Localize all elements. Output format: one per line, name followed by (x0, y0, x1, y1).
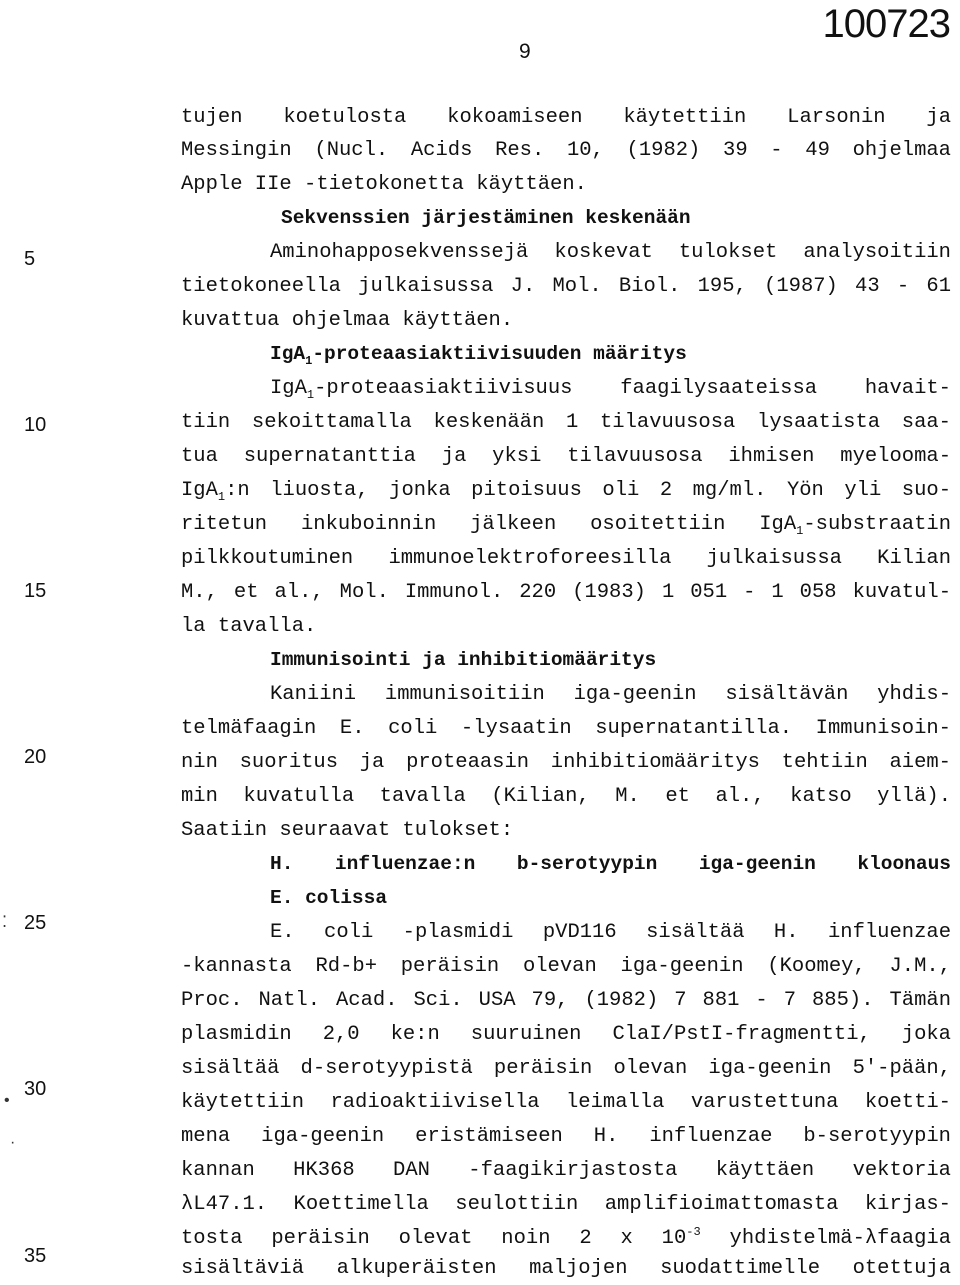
scan-mark: • (4, 1092, 10, 1109)
text-line: tosta peräisin olevat noin 2 x $10^{-3}$ yhdistelmä-λfaagia (181, 1225, 951, 1250)
text-line: mena iga-geenin eristämiseen H. influenzae b-serotyypin (181, 1125, 951, 1148)
text-line: sisältäviä alkuperäisten maljojen suodattimelle otettuja (181, 1257, 951, 1280)
text-line: λL47.1. Koettimella seulottiin amplifioimattomasta kirjas- (181, 1193, 951, 1216)
section-heading: IgA$_1$-proteaasiaktiivisuuden määritys (270, 343, 687, 368)
text-line: ritetun inkuboinnin jälkeen osoitettiin IgA$_1$-substraatin (181, 513, 951, 539)
text-line: tujen koetulosta kokoamiseen käytettiin Larsonin ja (181, 106, 951, 129)
text-line: IgA$_1$-proteaasiaktiivisuus faagilysaateissa havait- (270, 377, 951, 403)
line-number: 5 (24, 248, 36, 270)
text-line: Aminohapposekvenssejä koskevat tulokset analysoitiin (270, 241, 951, 264)
text-line: Messingin (Nucl. Acids Res. 10, (1982) 39 - 49 ohjelmaa (181, 139, 951, 162)
text-line: sisältää d-serotyypistä peräisin olevan iga-geenin 5'-pään, (181, 1057, 951, 1080)
section-heading: E. colissa (270, 887, 388, 909)
section-heading: Sekvenssien järjestäminen keskenään (281, 207, 691, 229)
text-line: kannan HK368 DAN -faagikirjastosta käyttäen vektoria (181, 1159, 951, 1182)
text-line: min kuvatulla tavalla (Kilian, M. et al., katso yllä). (181, 785, 951, 808)
line-number: 35 (24, 1245, 47, 1267)
text-line: IgA$_1$:n liuosta, jonka pitoisuus oli 2 mg/ml. Yön yli suo- (181, 479, 951, 505)
text-line: tietokoneella julkaisussa J. Mol. Biol. 195, (1987) 43 - 61 (181, 275, 951, 298)
text-line: E. coli -plasmidi pVD116 sisältää H. influenzae (270, 921, 951, 944)
text-line: Saatiin seuraavat tulokset: (181, 819, 514, 842)
section-heading: Immunisointi ja inhibitiomääritys (270, 649, 657, 671)
text-line: la tavalla. (181, 615, 317, 638)
text-line: tua supernatanttia ja yksi tilavuusosa ihmisen myelooma- (181, 445, 951, 468)
scan-mark: ⁚ (2, 914, 8, 931)
page-number: 9 (519, 40, 531, 63)
text-line: Proc. Natl. Acad. Sci. USA 79, (1982) 7 881 - 7 885). Tämän (181, 989, 951, 1012)
line-number: 25 (24, 912, 47, 934)
line-number: 15 (24, 580, 47, 602)
text-line: kuvattua ohjelmaa käyttäen. (181, 309, 514, 332)
line-number: 10 (24, 414, 47, 436)
text-line: tiin sekoittamalla keskenään 1 tilavuusosa lysaatista saa- (181, 411, 951, 434)
text-line: M., et al., Mol. Immunol. 220 (1983) 1 051 - 1 058 kuvatul- (181, 581, 951, 604)
scan-mark: · (10, 1134, 16, 1151)
text-line: pilkkoutuminen immunoelektroforeesilla julkaisussa Kilian (181, 547, 951, 570)
text-line: plasmidin 2,0 ke:n suuruinen ClaI/PstI-fragmentti, joka (181, 1023, 951, 1046)
text-line: nin suoritus ja proteaasin inhibitiomääritys tehtiin aiem- (181, 751, 951, 774)
line-number: 30 (24, 1078, 47, 1100)
section-heading: H. influenzae:n b-serotyypin iga-geenin kloonaus (270, 853, 951, 875)
line-number: 20 (24, 746, 47, 768)
text-line: Kaniini immunisoitiin iga-geenin sisältävän yhdis- (270, 683, 951, 706)
text-line: -kannasta Rd-b+ peräisin olevan iga-geenin (Koomey, J.M., (181, 955, 951, 978)
patent-number: 100723 (822, 2, 950, 46)
text-line: käytettiin radioaktiivisella leimalla varustettuna koetti- (181, 1091, 951, 1114)
text-line: Apple IIe -tietokonetta käyttäen. (181, 173, 587, 196)
text-line: telmäfaagin E. coli -lysaatin supernatantilla. Immunisoin- (181, 717, 951, 740)
